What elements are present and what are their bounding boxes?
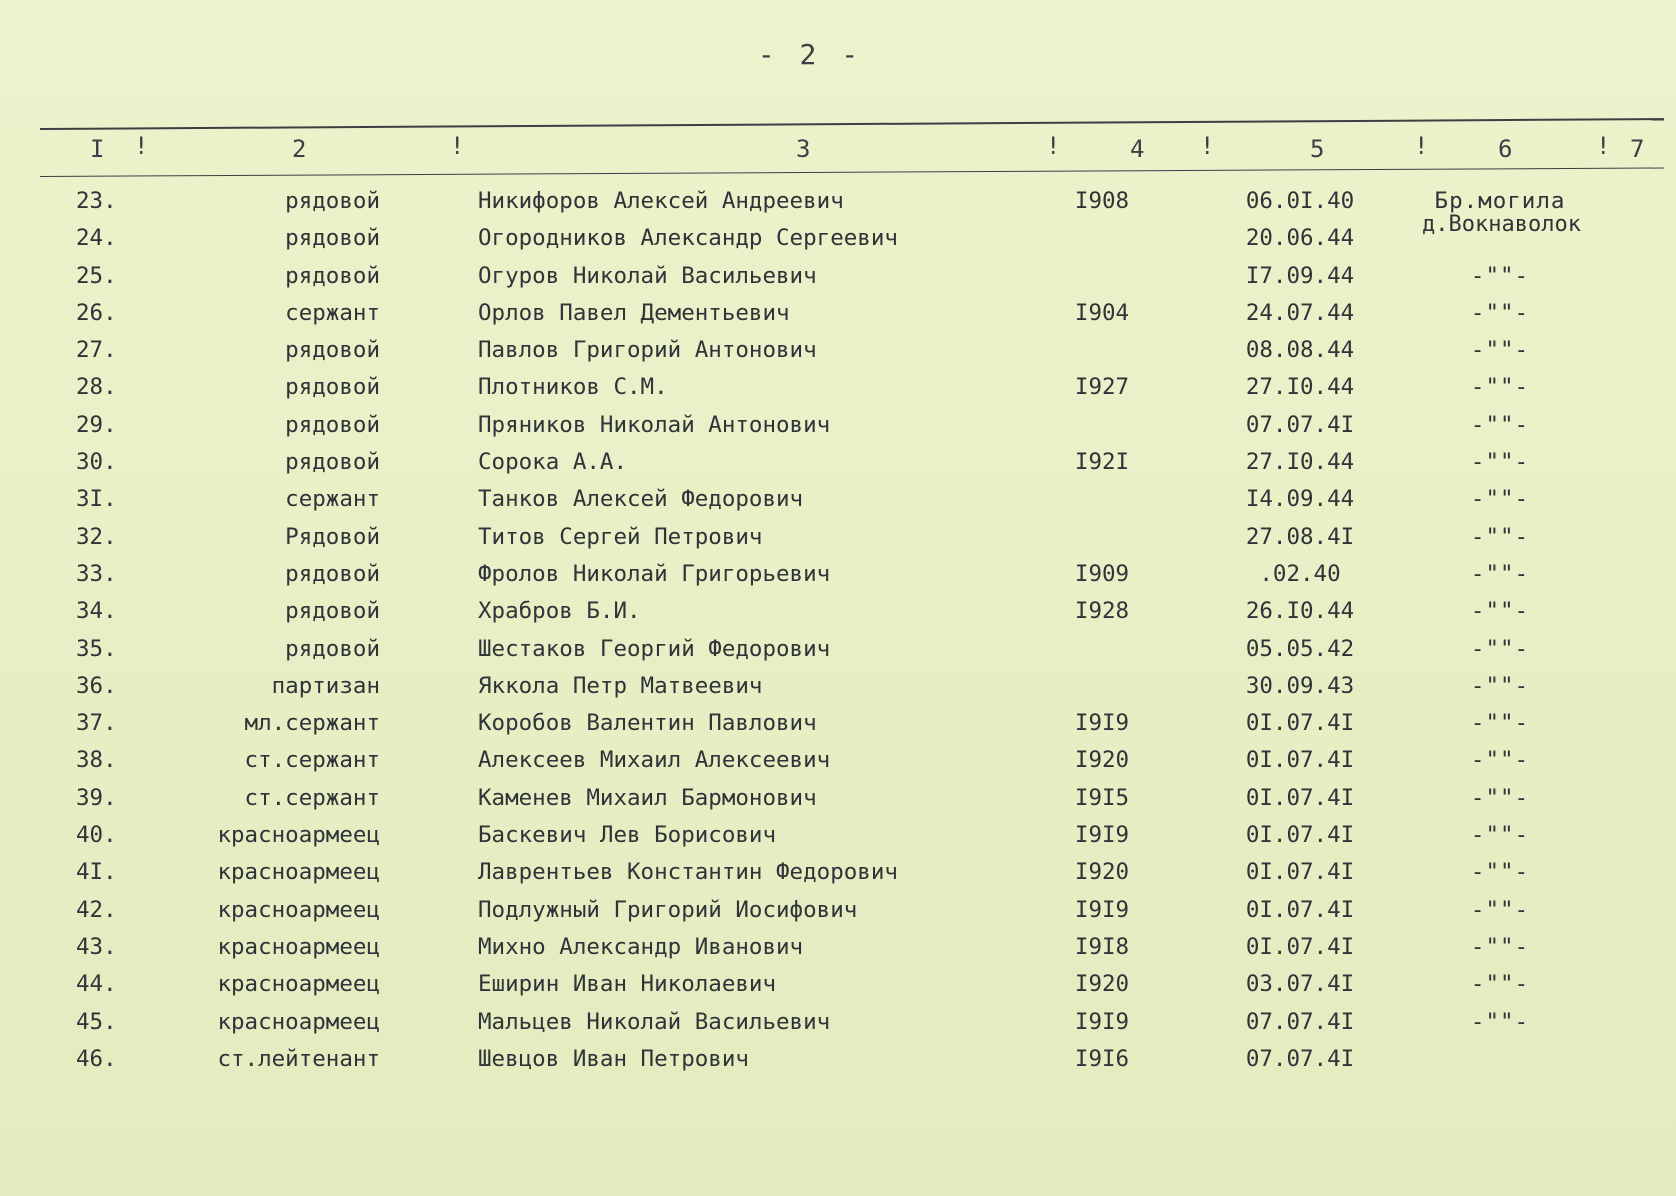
- row-name: Михно Александр Иванович: [478, 933, 804, 960]
- row-name: Алексеев Михаил Алексеевич: [478, 747, 831, 774]
- row-birth-year: I928: [1074, 598, 1130, 625]
- row-name: Сорока А.А.: [478, 449, 628, 476]
- header-col-3: 3: [796, 135, 811, 163]
- row-birth-year: I9I9: [1074, 896, 1130, 923]
- table-row: [0, 971, 1676, 1008]
- header-separator: !: [134, 132, 149, 160]
- row-burial: -""-: [1470, 411, 1530, 438]
- header-col-2: 2: [292, 135, 307, 163]
- row-rank: рядовой: [285, 598, 380, 625]
- row-name: Каменев Михаил Бармонович: [478, 784, 817, 811]
- header-separator: !: [1046, 132, 1061, 160]
- row-rank: красноармеец: [217, 896, 380, 923]
- row-birth-year: I9I9: [1074, 822, 1130, 849]
- row-death-date: 27.08.4I: [1245, 523, 1355, 550]
- row-number: 28.: [76, 374, 117, 401]
- row-birth-year: I920: [1074, 971, 1130, 998]
- row-number: 37.: [76, 710, 117, 737]
- row-name: Яккола Петр Матвеевич: [478, 672, 763, 699]
- row-name: Орлов Павел Дементьевич: [478, 299, 790, 326]
- row-burial: -""-: [1470, 971, 1530, 998]
- table-row: [0, 747, 1676, 784]
- row-name: Огородников Александр Сергеевич: [478, 225, 898, 252]
- row-death-date: 08.08.44: [1245, 337, 1355, 364]
- row-burial: -""-: [1470, 598, 1530, 625]
- row-burial: -""-: [1470, 262, 1530, 289]
- row-death-date: 26.I0.44: [1245, 598, 1355, 625]
- row-death-date: 07.07.4I: [1245, 411, 1355, 438]
- row-death-date: 06.0I.40: [1245, 188, 1355, 214]
- table-row: [0, 785, 1676, 822]
- table-row: [0, 934, 1676, 971]
- header-top-rule: [40, 118, 1664, 130]
- row-death-date: 0I.07.4I: [1245, 896, 1355, 923]
- row-birth-year: I9I9: [1074, 710, 1130, 737]
- header-col-4: 4: [1130, 135, 1145, 163]
- row-burial: Бр.могила: [1434, 188, 1566, 214]
- row-rank: партизан: [271, 672, 380, 699]
- header-col-6: 6: [1498, 135, 1513, 163]
- table-row: [0, 710, 1676, 747]
- row-birth-year: I92I: [1074, 449, 1130, 476]
- row-number: 29.: [76, 411, 117, 438]
- row-name: Фролов Николай Григорьевич: [478, 560, 831, 587]
- row-birth-year: I9I9: [1074, 1008, 1130, 1035]
- row-rank: красноармеец: [217, 1008, 380, 1035]
- header-col-5: 5: [1310, 135, 1325, 163]
- row-number: 34.: [76, 598, 117, 625]
- row-burial: -""-: [1470, 710, 1530, 737]
- row-number: 25.: [76, 262, 117, 289]
- row-rank: красноармеец: [217, 933, 380, 960]
- row-burial: -""-: [1470, 784, 1530, 811]
- row-name: Пряников Николай Антонович: [478, 411, 831, 438]
- row-burial: -""-: [1470, 449, 1530, 476]
- row-number: 42.: [76, 896, 117, 923]
- row-birth-year: I9I6: [1074, 1045, 1130, 1072]
- table-row: [0, 449, 1676, 486]
- row-name: Еширин Иван Николаевич: [478, 971, 777, 998]
- row-birth-year: I909: [1074, 560, 1130, 587]
- table-row: [0, 374, 1676, 411]
- header-separator: !: [1596, 132, 1611, 160]
- row-death-date: 27.I0.44: [1245, 449, 1355, 476]
- row-name: Титов Сергей Петрович: [478, 523, 763, 550]
- row-birth-year: I908: [1074, 188, 1130, 214]
- header-separator: !: [1200, 132, 1215, 160]
- row-death-date: 0I.07.4I: [1245, 822, 1355, 849]
- row-burial: -""-: [1470, 486, 1530, 513]
- row-rank: сержант: [285, 299, 380, 326]
- row-rank: рядовой: [285, 374, 380, 401]
- row-number: 40.: [76, 822, 117, 849]
- row-rank: красноармеец: [217, 971, 380, 998]
- table-row: [0, 412, 1676, 449]
- row-number: 27.: [76, 337, 117, 364]
- row-number: 32.: [76, 523, 117, 550]
- row-death-date: 03.07.4I: [1245, 971, 1355, 998]
- row-name: Храбров Б.И.: [478, 598, 641, 625]
- header-col-7: 7: [1630, 135, 1645, 163]
- row-name: Мальцев Николай Васильевич: [478, 1008, 831, 1035]
- row-number: 46.: [76, 1045, 117, 1072]
- row-rank: рядовой: [285, 225, 380, 252]
- row-rank: рядовой: [285, 337, 380, 364]
- row-number: 30.: [76, 449, 117, 476]
- row-number: 24.: [76, 225, 117, 252]
- row-burial: -""-: [1470, 672, 1530, 699]
- row-birth-year: I920: [1074, 747, 1130, 774]
- row-death-date: 27.I0.44: [1245, 374, 1355, 401]
- table-row: [0, 337, 1676, 374]
- row-burial: -""-: [1470, 747, 1530, 774]
- row-name: Огуров Николай Васильевич: [478, 262, 817, 289]
- row-number: 3I.: [76, 486, 117, 513]
- row-rank: красноармеец: [217, 859, 380, 886]
- row-burial: -""-: [1470, 337, 1530, 364]
- row-name: Лаврентьев Константин Федорович: [478, 859, 898, 886]
- row-death-date: 0I.07.4I: [1245, 710, 1355, 737]
- row-burial: -""-: [1470, 374, 1530, 401]
- row-death-date: 30.09.43: [1245, 672, 1355, 699]
- row-number: 33.: [76, 560, 117, 587]
- table-row: [0, 300, 1676, 337]
- row-rank: рядовой: [285, 635, 380, 662]
- row-rank: рядовой: [285, 188, 380, 214]
- row-number: 26.: [76, 299, 117, 326]
- row-death-date: I7.09.44: [1245, 262, 1355, 289]
- row-birth-year: I927: [1074, 374, 1130, 401]
- row-death-date: 24.07.44: [1245, 299, 1355, 326]
- row-rank: рядовой: [285, 411, 380, 438]
- row-rank: мл.сержант: [244, 710, 380, 737]
- row-death-date: 0I.07.4I: [1245, 933, 1355, 960]
- header-col-1: I: [90, 135, 105, 163]
- row-name: Павлов Григорий Антонович: [478, 337, 817, 364]
- table-row: [0, 897, 1676, 934]
- row-birth-year: I920: [1074, 859, 1130, 886]
- row-number: 36.: [76, 672, 117, 699]
- row-name: Плотников С.М.: [478, 374, 668, 401]
- row-rank: рядовой: [285, 262, 380, 289]
- table-row: [0, 263, 1676, 300]
- row-rank: рядовой: [285, 449, 380, 476]
- row-number: 45.: [76, 1008, 117, 1035]
- row-number: 43.: [76, 933, 117, 960]
- row-name: Коробов Валентин Павлович: [478, 710, 817, 737]
- row-birth-year: I9I8: [1074, 933, 1130, 960]
- row-number: 39.: [76, 784, 117, 811]
- page-number: - 2 -: [757, 38, 863, 71]
- row-burial: -""-: [1470, 299, 1530, 326]
- table-row: [0, 1046, 1676, 1083]
- table-row: [0, 524, 1676, 561]
- row-number: 44.: [76, 971, 117, 998]
- row-burial: -""-: [1470, 859, 1530, 886]
- row-death-date: I4.09.44: [1245, 486, 1355, 513]
- row-death-date: 07.07.4I: [1245, 1045, 1355, 1072]
- row-number: 4I.: [76, 859, 117, 886]
- row-rank: рядовой: [285, 560, 380, 587]
- row-rank: Рядовой: [285, 523, 380, 550]
- header-bottom-rule: [40, 167, 1664, 177]
- row-name: Никифоров Алексей Андреевич: [478, 188, 844, 214]
- table-row: [0, 859, 1676, 896]
- row-death-date: .02.40: [1259, 560, 1341, 587]
- row-burial: -""-: [1470, 560, 1530, 587]
- row-death-date: 07.07.4I: [1245, 1008, 1355, 1035]
- table-row: [0, 561, 1676, 598]
- row-burial: -""-: [1470, 896, 1530, 923]
- row-death-date: 0I.07.4I: [1245, 859, 1355, 886]
- row-rank: красноармеец: [217, 822, 380, 849]
- burial-location: д.Вокнаволок: [1422, 212, 1581, 237]
- header-separator: !: [1414, 132, 1429, 160]
- row-burial: -""-: [1470, 635, 1530, 662]
- row-birth-year: I904: [1074, 299, 1130, 326]
- table-row: [0, 636, 1676, 673]
- row-name: Баскевич Лев Борисович: [478, 822, 777, 849]
- row-rank: ст.сержант: [244, 747, 380, 774]
- row-number: 38.: [76, 747, 117, 774]
- row-name: Шестаков Георгий Федорович: [478, 635, 831, 662]
- row-birth-year: I9I5: [1074, 784, 1130, 811]
- row-rank: сержант: [285, 486, 380, 513]
- row-name: Шевцов Иван Петрович: [478, 1045, 749, 1072]
- row-burial: -""-: [1470, 822, 1530, 849]
- records-table: [0, 188, 1676, 1083]
- row-death-date: 0I.07.4I: [1245, 747, 1355, 774]
- row-death-date: 05.05.42: [1245, 635, 1355, 662]
- row-name: Подлужный Григорий Иосифович: [478, 896, 858, 923]
- header-separator: !: [450, 132, 465, 160]
- row-name: Танков Алексей Федорович: [478, 486, 804, 513]
- row-burial: -""-: [1470, 933, 1530, 960]
- table-row: [0, 598, 1676, 635]
- row-death-date: 0I.07.4I: [1245, 784, 1355, 811]
- row-rank: ст.сержант: [244, 784, 380, 811]
- row-burial: -""-: [1470, 1008, 1530, 1035]
- row-number: 35.: [76, 635, 117, 662]
- table-row: [0, 486, 1676, 523]
- table-row: [0, 822, 1676, 859]
- table-row: [0, 673, 1676, 710]
- row-rank: ст.лейтенант: [217, 1045, 380, 1072]
- row-burial: -""-: [1470, 523, 1530, 550]
- row-number: 23.: [76, 188, 117, 214]
- row-death-date: 20.06.44: [1245, 225, 1355, 252]
- table-row: [0, 1009, 1676, 1046]
